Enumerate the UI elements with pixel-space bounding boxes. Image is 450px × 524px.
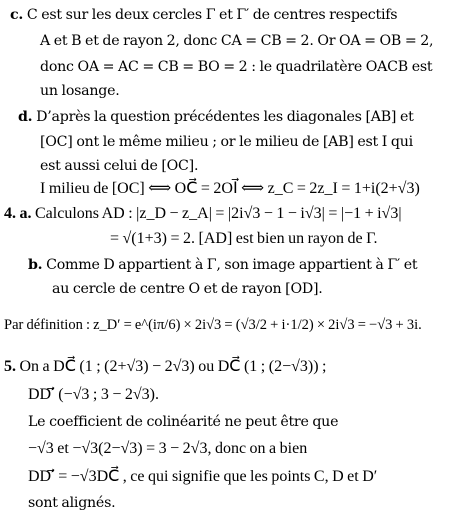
line-text: un losange.	[40, 83, 120, 99]
line-text: Calculons AD : |z_D − z_A| = |2i√3 − 1 − i√3| = |−1 + i√3|	[35, 205, 402, 222]
line-text: A et B et de rayon 2, donc CA = CB = 2. Or OA = OB = 2,	[40, 33, 434, 49]
line-5-1	[4, 358, 326, 376]
line-5-4	[28, 440, 307, 458]
line-text: sont alignés.	[28, 495, 116, 511]
line-definition	[4, 316, 422, 334]
line-c-3	[40, 58, 432, 76]
line-5-2	[28, 386, 159, 404]
line-text: Comme D appartient à Γ, son image appartient à Γ′ et	[46, 257, 418, 273]
line-d-4	[40, 180, 420, 198]
line-text: est aussi celui de [OC].	[40, 158, 199, 174]
line-4a-2	[110, 230, 377, 248]
line-d-1	[18, 108, 414, 126]
line-c-1	[10, 6, 397, 24]
line-text: I milieu de [OC] ⟺ OC⃗ = 2OI⃗ ⟺ z_C = 2z_I = 1+i(2+√3)	[40, 180, 420, 197]
line-text: donc OA = AC = CB = BO = 2 : le quadrilatère OACB est	[40, 59, 433, 75]
line-4a-1	[4, 205, 402, 223]
line-text: C est sur les deux cercles Γ et Γ′ de centres respectifs	[26, 7, 398, 23]
line-c-4	[40, 82, 119, 100]
label-c: c.	[10, 7, 24, 23]
line-text: [OC] ont le même milieu ; or le milieu de [AB] est I qui	[40, 134, 413, 150]
line-text: = √(1+3) = 2. [AD] est bien un rayon de Γ.	[110, 230, 378, 247]
line-text: DD′⃗ = −√3DC⃗ , ce qui signifie que les points C, D et D′	[28, 468, 378, 485]
label-4a: 4. a.	[4, 205, 32, 222]
line-c-2	[40, 32, 433, 50]
line-d-2	[40, 133, 413, 151]
line-text: Le coefficient de colinéarité ne peut être que	[28, 414, 339, 430]
line-5-6	[28, 494, 115, 512]
line-text: −√3 et −√3(2−√3) = 3 − 2√3, donc on a bien	[28, 440, 308, 457]
line-d-3	[40, 157, 198, 175]
line-text: Par définition : z_D′ = e^(iπ/6) × 2i√3 = (√3/2 + i·1/2) × 2i√3 = −√3 + 3i.	[4, 317, 422, 333]
line-5-5	[28, 468, 377, 486]
label-5: 5.	[4, 358, 16, 375]
line-4b-1	[28, 256, 417, 274]
line-text: DD′⃗ (−√3 ; 3 − 2√3).	[28, 386, 159, 403]
line-5-3	[28, 413, 338, 431]
line-text: au cercle de centre O et de rayon [OD].	[52, 281, 323, 297]
line-text: D’après la question précédentes les diagonales [AB] et	[36, 109, 414, 125]
line-4b-2	[52, 280, 323, 298]
line-text: On a DC⃗ (1 ; (2+√3) − 2√3) ou DC⃗ (1 ; (2−√3)) ;	[19, 358, 327, 375]
label-d: d.	[18, 109, 33, 125]
label-4b: b.	[28, 257, 43, 273]
